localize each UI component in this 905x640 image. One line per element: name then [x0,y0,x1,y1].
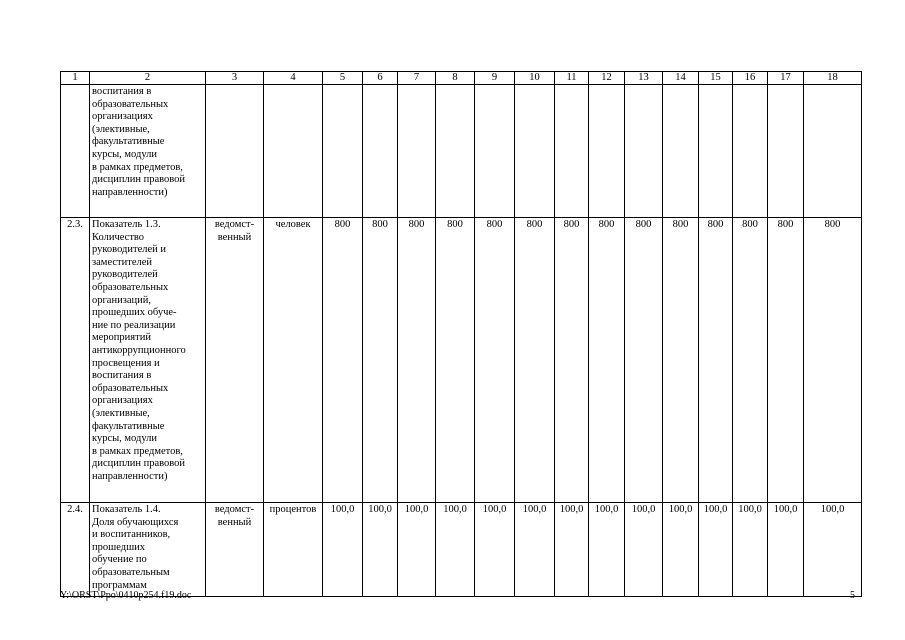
header-cell: 5 [323,72,363,85]
source-cell: ведомст- венный [206,503,264,597]
value-cell [699,85,733,218]
value-cell [475,85,515,218]
value-cell [733,85,768,218]
value-cell [363,85,398,218]
header-cell: 13 [625,72,663,85]
header-cell: 1 [61,72,90,85]
unit-cell: человек [264,218,323,503]
header-cell: 8 [436,72,475,85]
value-cell [398,85,436,218]
unit-cell: процентов [264,503,323,597]
value-cell: 800 [625,218,663,503]
value-cell: 100,0 [733,503,768,597]
value-cell: 100,0 [323,503,363,597]
value-cell [436,85,475,218]
value-cell [804,85,862,218]
indicator-name-cell: воспитания в образовательных организациях (элективные, факультативные курсы, модули в рамках предметов, дисциплин правовой направленности) [90,85,206,218]
row-number-cell [61,85,90,218]
value-cell: 100,0 [436,503,475,597]
value-cell: 800 [515,218,555,503]
value-cell: 800 [436,218,475,503]
value-cell: 100,0 [398,503,436,597]
value-cell: 800 [475,218,515,503]
value-cell: 800 [363,218,398,503]
source-cell [206,85,264,218]
value-cell: 100,0 [363,503,398,597]
source-cell: ведомст- венный [206,218,264,503]
value-cell: 800 [555,218,589,503]
table-row [61,85,862,218]
value-cell: 800 [398,218,436,503]
table-row [61,503,862,597]
value-cell [323,85,363,218]
value-cell [663,85,699,218]
value-cell: 800 [589,218,625,503]
value-cell: 100,0 [804,503,862,597]
value-cell: 100,0 [589,503,625,597]
header-cell: 15 [699,72,733,85]
header-row [61,72,862,85]
value-cell [625,85,663,218]
row-number-cell: 2.3. [61,218,90,503]
value-cell [555,85,589,218]
value-cell: 800 [733,218,768,503]
value-cell: 100,0 [555,503,589,597]
header-cell: 9 [475,72,515,85]
value-cell: 100,0 [475,503,515,597]
table-row [61,218,862,503]
header-cell: 17 [768,72,804,85]
indicator-name-cell: Показатель 1.4. Доля обучающихся и воспитанников, прошедших обучение по образовательным программам [90,503,206,597]
header-cell: 18 [804,72,862,85]
header-cell: 7 [398,72,436,85]
unit-cell [264,85,323,218]
indicator-name-cell: Показатель 1.3. Количество руководителей и заместителей руководителей образовательных организаций, прошедших обуче- ние по реализации мероприятий антикоррупционного просвещения и воспитания в образовательных организациях (элективные, факультативные курсы, модули в рамках предметов, дисциплин правовой направленности) [90,218,206,503]
header-cell: 12 [589,72,625,85]
value-cell: 800 [323,218,363,503]
footer-file-path: Y:\ORST\Ppo\0410p254.f19.doc [60,590,192,601]
header-cell: 16 [733,72,768,85]
value-cell: 800 [699,218,733,503]
header-cell: 14 [663,72,699,85]
value-cell: 100,0 [515,503,555,597]
value-cell: 800 [804,218,862,503]
footer-page-number: 5 [850,590,855,601]
row-number-cell: 2.4. [61,503,90,597]
header-cell: 6 [363,72,398,85]
value-cell: 800 [768,218,804,503]
value-cell: 100,0 [768,503,804,597]
value-cell [589,85,625,218]
value-cell [515,85,555,218]
value-cell: 100,0 [699,503,733,597]
header-cell: 11 [555,72,589,85]
header-cell: 4 [264,72,323,85]
header-cell: 10 [515,72,555,85]
value-cell: 800 [663,218,699,503]
indicators-table [60,71,862,597]
header-cell: 3 [206,72,264,85]
value-cell: 100,0 [625,503,663,597]
header-cell: 2 [90,72,206,85]
value-cell [768,85,804,218]
value-cell: 100,0 [663,503,699,597]
